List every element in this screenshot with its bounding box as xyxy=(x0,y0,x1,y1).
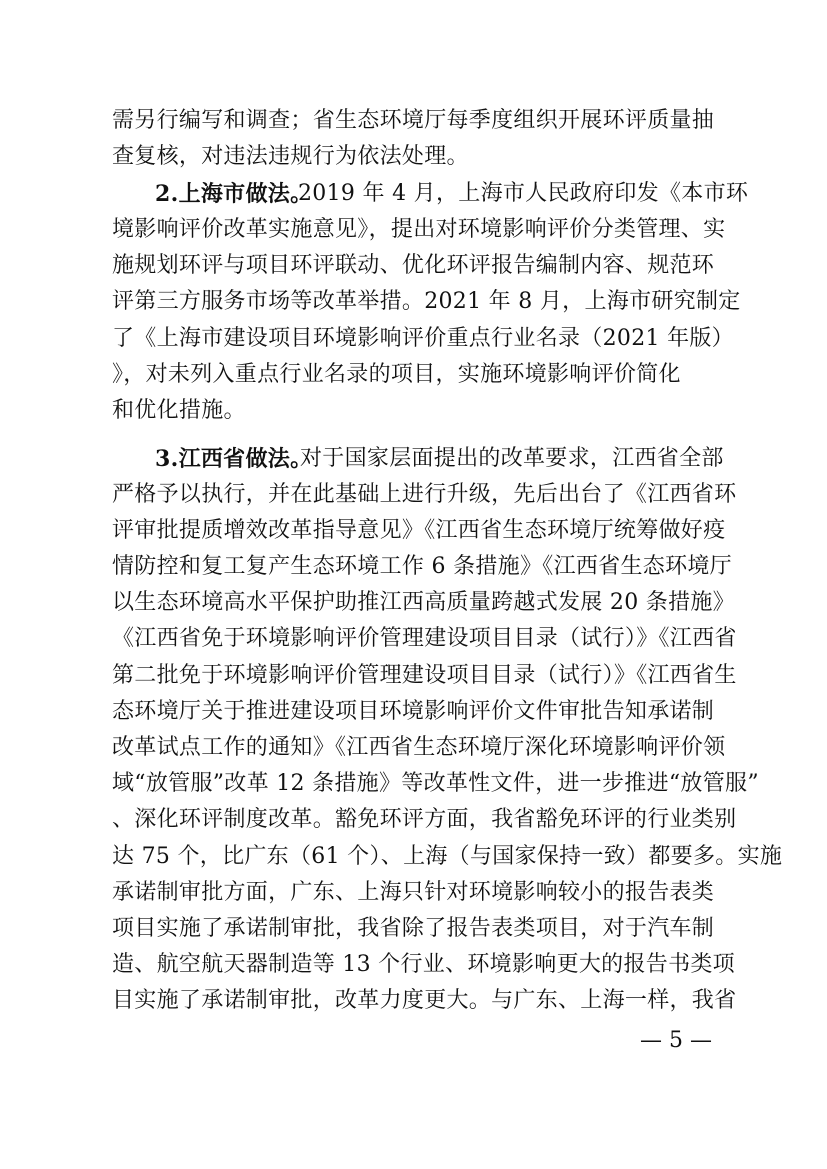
page-number: — 5 — xyxy=(640,1028,712,1053)
body-text-line: 需另行编写和调查；省生态环境厅每季度组织开展环评质量抽 xyxy=(112,108,715,133)
section-heading-shanghai: 2.上海市做法。 xyxy=(155,181,313,207)
body-text-line: 评审批提质增效改革指导意见》《江西省生态环境厅统筹做好疫 xyxy=(112,518,726,543)
body-text-line: 态环境厅关于推进建设项目环境影响评价文件审批告知承诺制 xyxy=(112,699,715,724)
body-text-line: 严格予以执行，并在此基础上进行升级，先后出台了《江西省环 xyxy=(112,482,737,507)
body-text-line: 2019 年 4 月，上海市人民政府印发《本市环 xyxy=(298,181,749,206)
body-text-line: 和优化措施。 xyxy=(112,398,246,423)
body-text-line: 》，对未列入重点行业名录的项目，实施环境影响评价简化 xyxy=(112,362,681,387)
body-text-line: 承诺制审批方面，广东、上海只针对环境影响较小的报告表类 xyxy=(112,880,715,905)
body-text-line: 目实施了承诺制审批，改革力度更大。与广东、上海一样，我省 xyxy=(112,988,737,1013)
body-text-line: 项目实施了承诺制审批，我省除了报告表类项目，对于汽车制 xyxy=(112,916,715,941)
body-text-line: 第二批免于环境影响评价管理建设项目目录（试行）》《江西省生 xyxy=(112,663,737,688)
body-text-line: 了《上海市建设项目环境影响评价重点行业名录（2021 年版） xyxy=(112,326,734,351)
body-text-line: 评第三方服务市场等改革举措。2021 年 8 月，上海市研究制定 xyxy=(112,289,741,314)
body-text-line: 施规划环评与项目环评联动、优化环评报告编制内容、规范环 xyxy=(112,253,715,278)
body-text-line: 域“放管服”改革 12 条措施》等改革性文件，进一步推进“放管服” xyxy=(112,771,759,796)
body-text-line: 达 75 个，比广东（61 个）、上海（与国家保持一致）都要多。实施 xyxy=(112,844,783,869)
body-text-line: 造、航空航天器制造等 13 个行业、环境影响更大的报告书类项 xyxy=(112,952,735,977)
body-text-line: 、深化环评制度改革。豁免环评方面，我省豁免环评的行业类别 xyxy=(112,807,737,832)
body-text-line: 情防控和复工复产生态环境工作 6 条措施》《江西省生态环境厅 xyxy=(112,554,732,579)
body-text-line: 查复核，对违法违规行为依法处理。 xyxy=(112,144,469,169)
body-text-line: 以生态环境高水平保护助推江西高质量跨越式发展 20 条措施》 xyxy=(112,590,735,615)
body-text-line: 改革试点工作的通知》《江西省生态环境厅深化环境影响评价领 xyxy=(112,735,726,760)
body-text-line: 境影响评价改革实施意见》，提出对环境影响评价分类管理、实 xyxy=(112,217,726,242)
section-heading-jiangxi: 3.江西省做法。 xyxy=(155,446,313,472)
body-text-line: 对于国家层面提出的改革要求，江西省全部 xyxy=(300,446,724,471)
body-text-line: 《江西省免于环境影响评价管理建设项目目录（试行）》《江西省 xyxy=(112,626,737,651)
